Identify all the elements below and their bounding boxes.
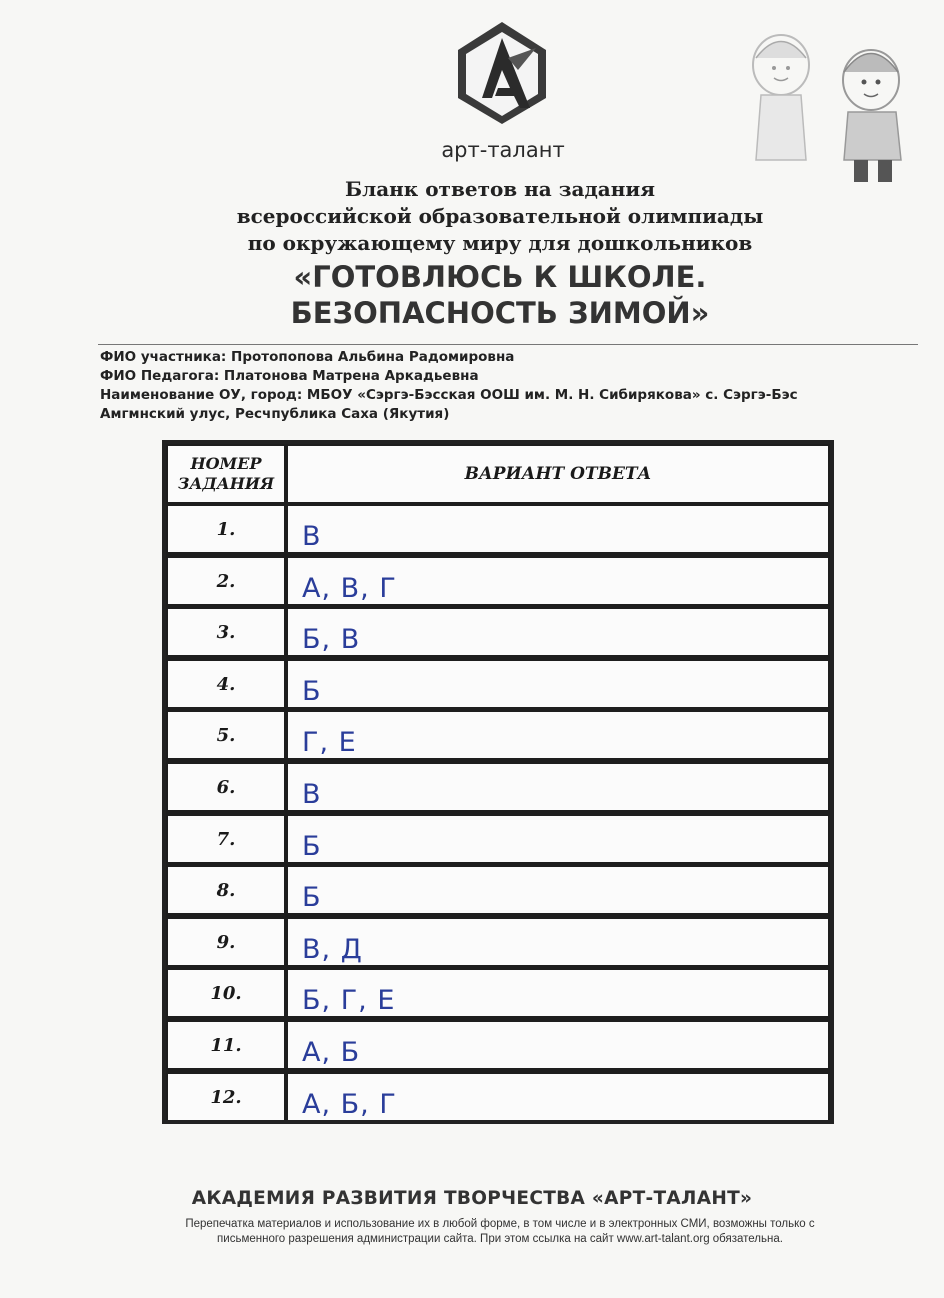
teacher-name: ФИО Педагога: Платонова Матрена Аркадьевна (100, 368, 479, 384)
answer-cell[interactable]: Б (288, 661, 828, 707)
school-name-line-1: Наименование ОУ, город: МБОУ «Сэргэ-Бэсская ООШ им. М. Н. Сибирякова» с. Сэргэ-Бэс (100, 387, 798, 403)
art-talant-logo-icon (452, 18, 552, 128)
title-line-1: Бланк ответов на задания (345, 177, 655, 201)
answer-cell[interactable]: Б, Г, Е (288, 970, 828, 1016)
footer-notice-line-2: письменного разрешения администрации сайта. При этом ссылка на сайт www.art-talant.org обязательна. (217, 1233, 783, 1245)
footer-notice-line-1: Перепечатка материалов и использование их в любой форме, в том числе и в электронных СМИ, возможны только с (185, 1218, 815, 1230)
task-number-cell: 5. (168, 712, 284, 758)
answer-cell[interactable]: Б (288, 867, 828, 913)
task-number-cell: 4. (168, 661, 284, 707)
task-number-cell: 11. (168, 1022, 284, 1068)
sheet-title (160, 176, 840, 331)
task-number-cell: 10. (168, 970, 284, 1016)
column-header-answer: ВАРИАНТ ОТВЕТА (288, 446, 828, 502)
answer-table (162, 440, 834, 1124)
answer-cell[interactable]: В, Д (288, 919, 828, 965)
task-number-cell: 12. (168, 1074, 284, 1120)
title-line-3: по окружающему миру для дошкольников (247, 231, 753, 255)
answer-cell[interactable]: Г, Е (288, 712, 828, 758)
task-number-cell: 3. (168, 609, 284, 655)
divider (98, 344, 918, 345)
column-header-task-number-line-1: НОМЕР (190, 454, 262, 473)
column-header-task-number (168, 446, 284, 502)
school-name-line-2: Амгмнский улус, Ресчпублика Саха (Якутия) (100, 406, 450, 422)
title-line-2: всероссийской образовательной олимпиады (236, 204, 764, 228)
column-header-task-number-line-2: ЗАДАНИЯ (177, 474, 275, 493)
participant-info (100, 348, 860, 424)
answer-cell[interactable]: В (288, 764, 828, 810)
task-number-cell: 1. (168, 506, 284, 552)
task-number-cell: 8. (168, 867, 284, 913)
answer-cell[interactable]: Б, В (288, 609, 828, 655)
answer-cell[interactable]: В (288, 506, 828, 552)
answer-cell[interactable]: А, В, Г (288, 558, 828, 604)
olympiad-name-line-1: «ГОТОВЛЮСЬ К ШКОЛЕ. (293, 260, 707, 294)
task-number-cell: 6. (168, 764, 284, 810)
task-number-cell: 7. (168, 816, 284, 862)
answer-cell[interactable]: А, Б, Г (288, 1074, 828, 1120)
footer-title: АКАДЕМИЯ РАЗВИТИЯ ТВОРЧЕСТВА «АРТ-ТАЛАНТ» (191, 1188, 753, 1209)
olympiad-name-line-2: БЕЗОПАСНОСТЬ ЗИМОЙ» (290, 296, 710, 330)
answer-cell[interactable]: Б (288, 816, 828, 862)
task-number-cell: 2. (168, 558, 284, 604)
brand-name: арт-талант (441, 138, 565, 162)
children-illustration-icon (736, 20, 926, 190)
footer-notice (120, 1217, 880, 1247)
answer-cell[interactable]: А, Б (288, 1022, 828, 1068)
task-number-cell: 9. (168, 919, 284, 965)
participant-name: ФИО участника: Протопопова Альбина Радомировна (100, 349, 515, 365)
